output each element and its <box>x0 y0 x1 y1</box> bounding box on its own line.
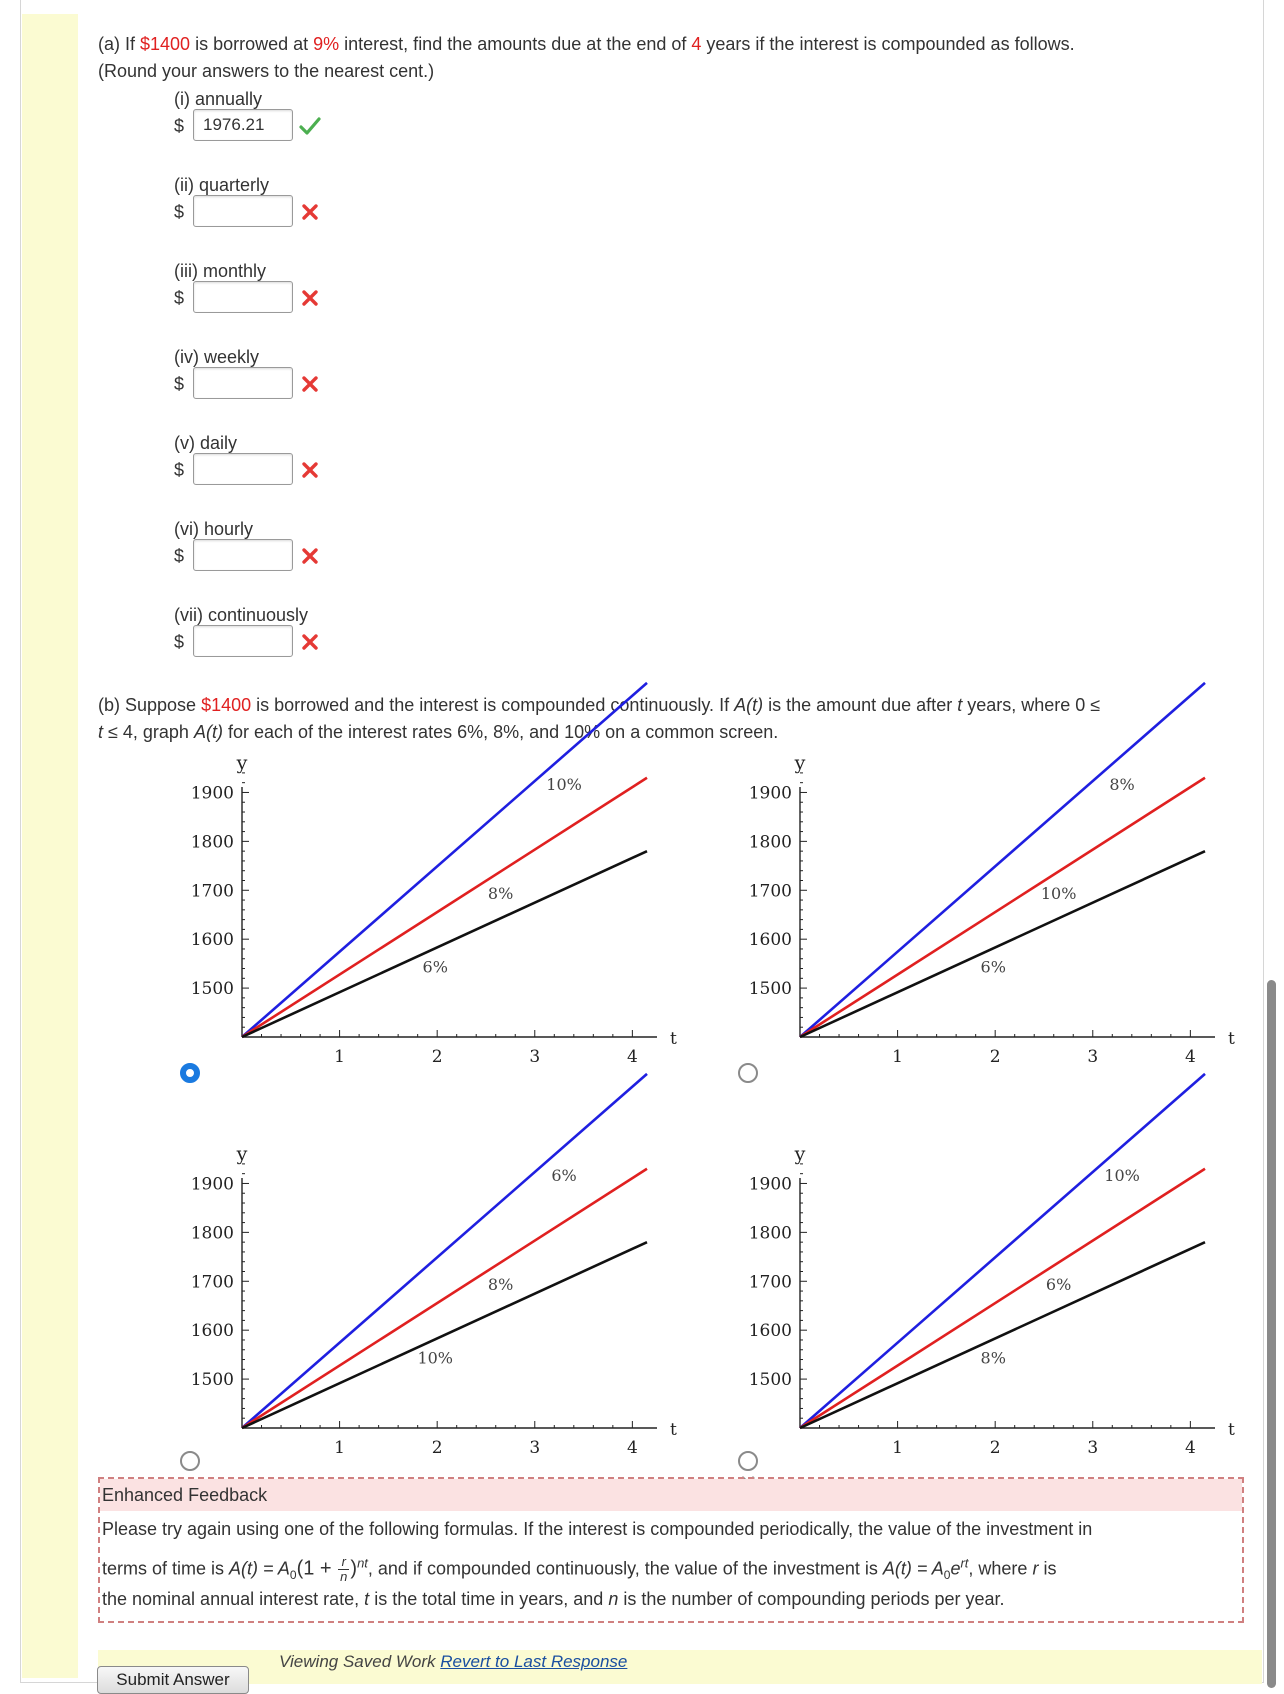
series-line-8pct <box>242 1169 647 1428</box>
y-axis-label: y <box>794 1143 806 1165</box>
answer-input[interactable] <box>193 367 293 399</box>
series-line-10pct <box>242 1242 647 1428</box>
series-line-6pct <box>800 851 1205 1037</box>
answer-label: (i) annually <box>174 89 263 109</box>
correct-check-icon <box>298 114 322 138</box>
x-axis-label: t <box>1228 1029 1235 1049</box>
incorrect-x-icon <box>298 544 322 568</box>
curve-label: 6% <box>1045 1275 1072 1295</box>
question-gutter <box>22 14 78 1678</box>
curve-label: 10% <box>1104 1166 1140 1186</box>
series-line-10pct <box>800 778 1205 1037</box>
part-a-instruction: (Round your answers to the nearest cent.) <box>98 61 435 81</box>
feedback-line-2: terms of time is $A(t) = A_0(1$ + $\frac{r}{n}$ )$^{nt}$, and if compounded continuously, the value of the investment is $A(t) = A_0e^{rt}$, where r is <box>102 1554 1057 1584</box>
curve-label: 6% <box>422 957 448 977</box>
page-scrollbar[interactable] <box>1267 980 1276 1688</box>
x-tick-label: 4 <box>626 1438 638 1458</box>
series-line-8pct <box>242 778 647 1037</box>
currency-sign: $ <box>174 460 185 480</box>
y-tick-label: 1700 <box>748 881 792 902</box>
incorrect-x-icon <box>298 200 322 224</box>
curve-label: 10% <box>417 1348 454 1368</box>
x-tick-label: 1 <box>892 1438 904 1458</box>
incorrect-x-icon <box>298 372 322 396</box>
y-tick-label: 1800 <box>190 832 234 853</box>
x-tick-label: 2 <box>989 1438 1001 1458</box>
rate-value: 9% <box>313 34 340 54</box>
x-tick-label: 3 <box>529 1047 541 1067</box>
x-tick-label: 2 <box>989 1047 1001 1067</box>
incorrect-x-icon <box>298 458 322 482</box>
answer-label: (vi) hourly <box>174 519 254 539</box>
principal-value: $1400 <box>140 34 191 54</box>
enhanced-feedback <box>98 1477 1244 1623</box>
x-axis-label: t <box>1228 1420 1235 1440</box>
y-axis-label: y <box>236 752 248 774</box>
y-tick-label: 1900 <box>748 1174 792 1195</box>
graph-top-left <box>162 747 677 1067</box>
curve-label: 8% <box>980 1348 1006 1368</box>
answer-input[interactable] <box>193 539 293 571</box>
answer-input[interactable] <box>193 625 293 657</box>
curve-label: 10% <box>546 775 582 795</box>
saved-work-status: Viewing Saved Work Revert to Last Response <box>279 1652 628 1671</box>
curve-label: 8% <box>487 884 514 904</box>
y-axis-label: y <box>794 752 806 774</box>
x-axis-label: t <box>670 1420 677 1440</box>
y-tick-label: 1800 <box>748 1223 792 1244</box>
feedback-line-1: Please try again using one of the following formulas. If the interest is compounded periodically, the value of the investment in <box>102 1519 1093 1539</box>
x-tick-label: 3 <box>1087 1047 1099 1067</box>
curve-label: 10% <box>1040 884 1077 904</box>
y-tick-label: 1600 <box>748 930 792 951</box>
y-tick-label: 1600 <box>190 930 234 951</box>
y-tick-label: 1500 <box>190 979 234 1000</box>
part-b-question-line2: t ≤ 4, graph A(t) for each of the interest rates 6%, 8%, and 10% on a common screen. <box>98 722 779 742</box>
series-line-6pct <box>800 1169 1205 1428</box>
y-tick-label: 1700 <box>190 1272 234 1293</box>
graph-top-right <box>720 747 1235 1067</box>
curve-label: 8% <box>487 1275 514 1295</box>
x-tick-label: 3 <box>529 1438 541 1458</box>
x-tick-label: 4 <box>1184 1047 1196 1067</box>
answer-input[interactable] <box>193 109 293 141</box>
currency-sign: $ <box>174 116 185 136</box>
part-b-question: (b) Suppose $1400 is borrowed and the interest is compounded continuously. If A(t) is the amount due after t years, where 0 ≤ <box>98 695 1101 715</box>
y-tick-label: 1600 <box>748 1321 792 1342</box>
principal-value-b: $1400 <box>201 695 252 715</box>
curve-label: 8% <box>1109 775 1135 795</box>
x-tick-label: 1 <box>892 1047 904 1067</box>
answer-input[interactable] <box>193 281 293 313</box>
answer-input[interactable] <box>193 453 293 485</box>
y-tick-label: 1900 <box>190 783 234 804</box>
currency-sign: $ <box>174 632 185 652</box>
submit-answer-button[interactable]: Submit Answer <box>97 1666 249 1694</box>
incorrect-x-icon <box>298 286 322 310</box>
graph-bottom-left <box>162 1138 677 1458</box>
currency-sign: $ <box>174 546 185 566</box>
y-tick-label: 1700 <box>190 881 234 902</box>
incorrect-x-icon <box>298 630 322 654</box>
y-tick-label: 1500 <box>748 1370 792 1391</box>
currency-sign: $ <box>174 202 185 222</box>
answer-label: (iii) monthly <box>174 261 267 281</box>
y-tick-label: 1800 <box>748 832 792 853</box>
y-axis-label: y <box>236 1143 248 1165</box>
answer-label: (vii) continuously <box>174 605 309 625</box>
revert-link[interactable]: Revert to Last Response <box>440 1652 628 1671</box>
x-tick-label: 2 <box>431 1438 443 1458</box>
y-tick-label: 1700 <box>748 1272 792 1293</box>
y-tick-label: 1800 <box>190 1223 234 1244</box>
currency-sign: $ <box>174 374 185 394</box>
x-tick-label: 3 <box>1087 1438 1099 1458</box>
y-tick-label: 1900 <box>748 783 792 804</box>
currency-sign: $ <box>174 288 185 308</box>
status-bar <box>98 1650 1262 1684</box>
answer-label: (v) daily <box>174 433 238 453</box>
x-tick-label: 1 <box>334 1047 346 1067</box>
feedback-line-3: the nominal annual interest rate, t is the total time in years, and n is the number of compounding periods per year. <box>102 1589 1005 1609</box>
answer-label: (ii) quarterly <box>174 175 270 195</box>
fraction-r-over-n: $\frac{r}{n}$ <box>340 1554 348 1584</box>
x-tick-label: 2 <box>431 1047 443 1067</box>
curve-label: 6% <box>551 1166 577 1186</box>
y-tick-label: 1600 <box>190 1321 234 1342</box>
x-axis-label: t <box>670 1029 677 1049</box>
series-line-8pct <box>800 1242 1205 1428</box>
x-tick-label: 4 <box>626 1047 638 1067</box>
x-tick-label: 4 <box>1184 1438 1196 1458</box>
curve-label: 6% <box>980 957 1006 977</box>
feedback-title: Enhanced Feedback <box>100 1479 1242 1511</box>
series-line-6pct <box>242 851 647 1037</box>
y-tick-label: 1500 <box>748 979 792 1000</box>
y-tick-label: 1500 <box>190 1370 234 1391</box>
answer-label: (iv) weekly <box>174 347 260 367</box>
years-value: 4 <box>691 34 702 54</box>
x-tick-label: 1 <box>334 1438 346 1458</box>
graph-bottom-right <box>720 1138 1235 1458</box>
y-tick-label: 1900 <box>190 1174 234 1195</box>
part-a-question: (a) If $1400 is borrowed at 9% interest, find the amounts due at the end of 4 years if the interest is compounded as follows. <box>98 34 1075 54</box>
answer-input[interactable] <box>193 195 293 227</box>
